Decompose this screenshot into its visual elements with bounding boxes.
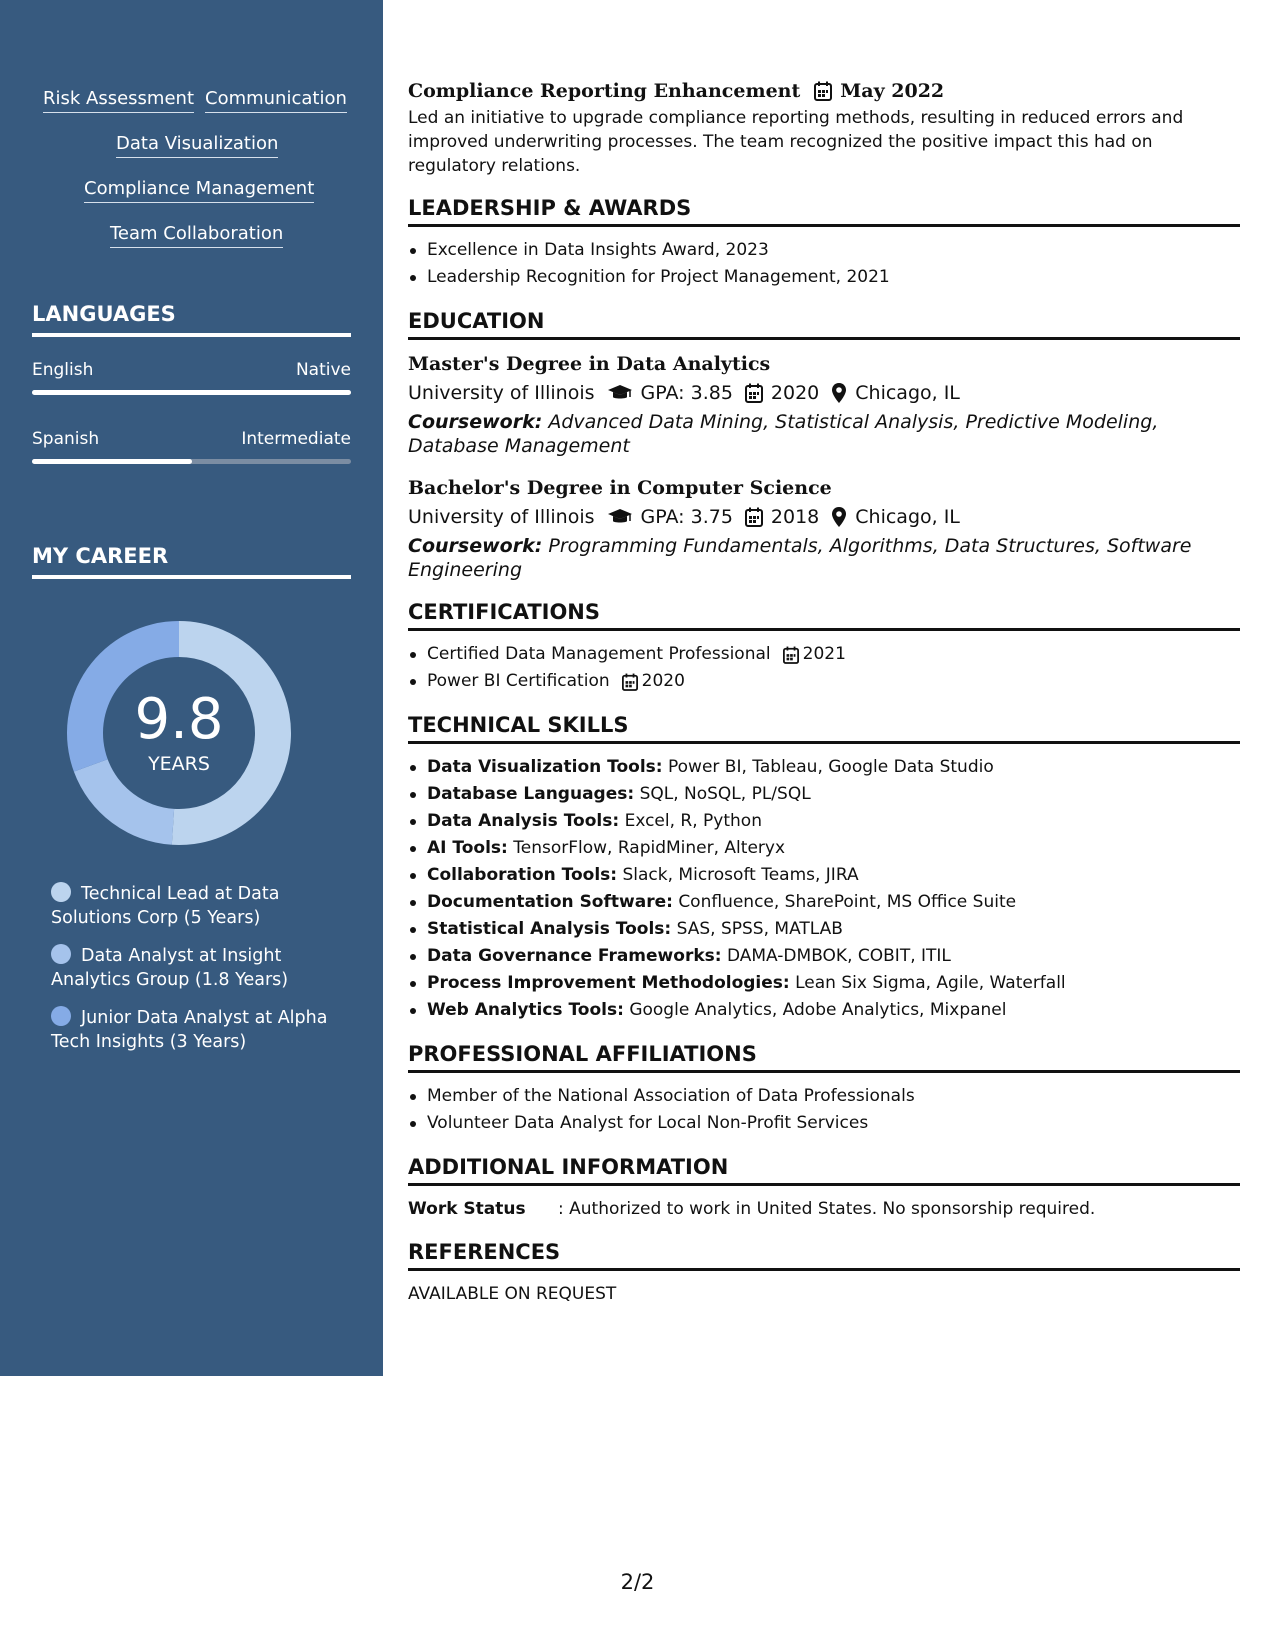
page-number: 2/2 (620, 1570, 655, 1594)
skill-values: TensorFlow, RapidMiner, Alteryx (513, 838, 786, 858)
skill-values: SQL, NoSQL, PL/SQL (639, 784, 811, 804)
skill-category: Statistical Analysis Tools: (427, 919, 672, 939)
project-title: Compliance Reporting Enhancement (408, 80, 801, 102)
technical-skills-list (408, 754, 1240, 1024)
list-item (408, 754, 1240, 781)
skill-tag: Team Collaboration (110, 223, 283, 248)
certification-name: Power BI Certification (427, 671, 610, 691)
skill-category: Process Improvement Methodologies: (427, 973, 790, 993)
education-entry (408, 474, 1240, 582)
donut-center (66, 620, 292, 846)
coursework-label: Coursework: (408, 411, 543, 433)
degree-title: Master's Degree in Data Analytics (408, 353, 771, 375)
list-item: Member of the National Association of Data Professionals (408, 1083, 1240, 1110)
list-item: Leadership Recognition for Project Management, 2021 (408, 264, 1240, 291)
career-item (51, 944, 341, 992)
awards-heading: LEADERSHIP & AWARDS (408, 194, 1240, 227)
language-level: Intermediate (241, 429, 351, 449)
skill-values: Power BI, Tableau, Google Data Studio (668, 757, 994, 777)
certification-year: 2021 (802, 644, 846, 664)
project-date: May 2022 (840, 80, 945, 102)
graduation-cap-icon (607, 384, 633, 402)
list-item (408, 862, 1240, 889)
calendar-icon (622, 673, 638, 691)
coursework-text: Programming Fundamentals, Algorithms, Data Structures, Software Engineering (408, 535, 1192, 581)
references-heading: REFERENCES (408, 1238, 1240, 1271)
career-dot (51, 1006, 71, 1026)
career-item-label: Junior Data Analyst at Alpha Tech Insights (3 Years) (51, 1008, 328, 1052)
awards-list (408, 237, 1240, 291)
skill-tag: Risk Assessment (43, 88, 194, 113)
skill-category: Data Visualization Tools: (427, 757, 663, 777)
school-location: Chicago, IL (855, 506, 960, 528)
sidebar (0, 0, 383, 1376)
career-item (51, 1006, 341, 1054)
skill-values: Lean Six Sigma, Agile, Waterfall (795, 973, 1066, 993)
education-meta (408, 378, 1240, 408)
coursework-text: Advanced Data Mining, Statistical Analysis, Predictive Modeling, Database Management (408, 411, 1159, 457)
list-item (408, 835, 1240, 862)
language-bar (32, 390, 351, 395)
career-item (51, 882, 341, 930)
language-bar (32, 459, 351, 464)
list-item (408, 641, 1240, 668)
work-status-row (408, 1196, 1240, 1222)
calendar-icon (814, 81, 832, 101)
language-row (32, 428, 351, 450)
skill-category: Documentation Software: (427, 892, 673, 912)
career-dot (51, 944, 71, 964)
coursework (408, 534, 1240, 582)
skill-values: Confluence, SharePoint, MS Office Suite (678, 892, 1017, 912)
education-entry (408, 350, 1240, 458)
skill-category: Collaboration Tools: (427, 865, 618, 885)
language-level: Native (295, 360, 351, 380)
career-item-label: Data Analyst at Insight Analytics Group (1.8 Years) (51, 946, 289, 990)
additional-info-heading: ADDITIONAL INFORMATION (408, 1153, 1240, 1186)
education-heading: EDUCATION (408, 307, 1240, 340)
career-item-label: Technical Lead at Data Solutions Corp (5 Years) (51, 884, 280, 928)
technical-skills-heading: TECHNICAL SKILLS (408, 711, 1240, 744)
certifications-list (408, 641, 1240, 695)
career-years-label: YEARS (148, 753, 210, 775)
list-item (408, 668, 1240, 695)
school-name: University of Illinois (408, 382, 595, 404)
career-dot (51, 882, 71, 902)
skill-tag: Data Visualization (116, 133, 278, 158)
calendar-icon (745, 507, 763, 527)
work-status-value: : Authorized to work in United States. No sponsorship required. (558, 1199, 1096, 1219)
calendar-icon (783, 646, 799, 664)
affiliations-heading: PROFESSIONAL AFFILIATIONS (408, 1040, 1240, 1073)
project-title-row (408, 78, 1240, 104)
language-row (32, 359, 351, 381)
work-status-label: Work Status (408, 1199, 526, 1219)
language-bar-fill (32, 459, 192, 464)
certification-name: Certified Data Management Professional (427, 644, 771, 664)
list-item (408, 997, 1240, 1024)
list-item (408, 808, 1240, 835)
language-name: English (32, 360, 94, 380)
degree-title: Bachelor's Degree in Computer Science (408, 477, 832, 499)
language-name: Spanish (32, 429, 100, 449)
skill-values: Google Analytics, Adobe Analytics, Mixpanel (629, 1000, 1007, 1020)
skill-category: AI Tools: (427, 838, 508, 858)
skill-category: Web Analytics Tools: (427, 1000, 624, 1020)
school-location: Chicago, IL (855, 382, 960, 404)
list-item (408, 781, 1240, 808)
school-name: University of Illinois (408, 506, 595, 528)
location-pin-icon (831, 506, 847, 528)
certifications-heading: CERTIFICATIONS (408, 598, 1240, 631)
graduation-year: 2020 (770, 382, 820, 404)
coursework (408, 410, 1240, 458)
skill-category: Database Languages: (427, 784, 635, 804)
career-heading: MY CAREER (32, 543, 351, 579)
gpa: GPA: 3.75 (640, 506, 733, 528)
affiliations-list (408, 1083, 1240, 1137)
career-total-years: 9.8 (134, 687, 224, 752)
certification-year: 2020 (641, 671, 685, 691)
skill-values: DAMA-DMBOK, COBIT, ITIL (726, 946, 951, 966)
list-item: Excellence in Data Insights Award, 2023 (408, 237, 1240, 264)
skill-category: Data Governance Frameworks: (427, 946, 722, 966)
project-description: Led an initiative to upgrade compliance reporting methods, resulting in reduced errors and improved underwriting processes. The team recognized the positive impact this had on regulatory relations. (408, 108, 1184, 176)
skill-category: Data Analysis Tools: (427, 811, 620, 831)
skill-values: Excel, R, Python (624, 811, 762, 831)
list-item: Volunteer Data Analyst for Local Non-Profit Services (408, 1110, 1240, 1137)
graduation-cap-icon (607, 508, 633, 526)
languages-heading: LANGUAGES (32, 301, 351, 337)
skill-values: Slack, Microsoft Teams, JIRA (622, 865, 859, 885)
list-item (408, 970, 1240, 997)
references-text: AVAILABLE ON REQUEST (408, 1284, 617, 1304)
list-item (408, 943, 1240, 970)
skill-tag: Compliance Management (84, 178, 314, 203)
language-bar-fill (32, 390, 351, 395)
education-meta (408, 502, 1240, 532)
skill-tag: Communication (205, 88, 347, 113)
calendar-icon (745, 383, 763, 403)
list-item (408, 889, 1240, 916)
location-pin-icon (831, 382, 847, 404)
list-item (408, 916, 1240, 943)
coursework-label: Coursework: (408, 535, 543, 557)
main-content (408, 78, 1240, 1307)
graduation-year: 2018 (770, 506, 820, 528)
skill-values: SAS, SPSS, MATLAB (676, 919, 843, 939)
gpa: GPA: 3.85 (640, 382, 733, 404)
